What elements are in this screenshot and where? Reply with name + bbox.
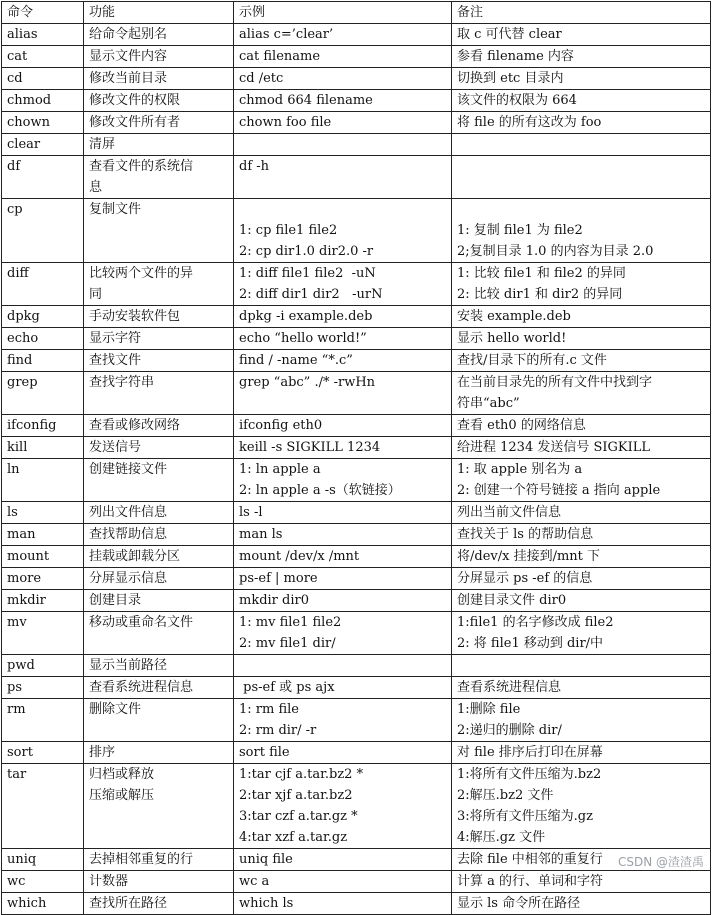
example-line: 1: diff file1 file2 -uN	[239, 266, 376, 281]
note-cell	[452, 568, 711, 590]
function-line: 清屏	[89, 137, 116, 152]
table-row	[2, 24, 711, 46]
function-line: 查找帮助信息	[89, 527, 168, 542]
note-cell	[452, 112, 711, 134]
command-cell: ls	[2, 502, 84, 524]
function-line: 查看或修改网络	[89, 418, 181, 433]
example-cell	[234, 546, 452, 568]
example-line: man ls	[239, 527, 283, 542]
function-cell	[84, 546, 234, 568]
function-line: 显示字符	[89, 331, 142, 346]
table-header-row	[2, 2, 711, 24]
note-line: 查找关于 ls 的帮助信息	[457, 527, 594, 542]
function-cell	[84, 568, 234, 590]
note-line: 显示 ls 命令所在路径	[457, 896, 581, 911]
note-line: 将 file 的所有这改为 foo	[457, 115, 602, 130]
function-line: 计数器	[89, 874, 129, 889]
note-cell	[452, 437, 711, 459]
table-row	[2, 112, 711, 134]
header-note: 备注	[452, 2, 711, 24]
command-cell: which	[2, 893, 84, 915]
note-cell	[452, 502, 711, 524]
example-line: 1: ln apple a	[239, 462, 321, 477]
example-cell	[234, 590, 452, 612]
table-row	[2, 415, 711, 437]
note-line: 查看 eth0 的网络信息	[457, 418, 586, 433]
function-cell	[84, 893, 234, 915]
example-cell	[234, 24, 452, 46]
function-line: 修改文件的权限	[89, 93, 181, 108]
example-line: chown foo file	[239, 115, 332, 130]
example-cell	[234, 893, 452, 915]
table-row	[2, 437, 711, 459]
table-row	[2, 306, 711, 328]
table-row	[2, 699, 711, 742]
table-row	[2, 199, 711, 263]
example-line: 1: cp file1 file2	[239, 223, 338, 238]
example-line: 2:tar xjf a.tar.bz2	[239, 788, 353, 803]
note-line: 2;复制目录 1.0 的内容为目录 2.0	[457, 244, 654, 259]
example-line: 2: mv file1 dir/	[239, 636, 336, 651]
table-row	[2, 764, 711, 849]
note-cell	[452, 372, 711, 415]
example-cell	[234, 90, 452, 112]
note-cell	[452, 156, 711, 199]
example-line: echo “hello world!”	[239, 331, 367, 346]
table-row	[2, 612, 711, 655]
example-cell	[234, 134, 452, 156]
command-cell: cat	[2, 46, 84, 68]
function-line: 分屏显示信息	[89, 571, 168, 586]
example-cell	[234, 46, 452, 68]
example-cell	[234, 524, 452, 546]
table-row	[2, 156, 711, 199]
note-line: 2:递归的删除 dir/	[457, 723, 562, 738]
function-line: 显示当前路径	[89, 658, 168, 673]
function-line: 列出文件信息	[89, 505, 168, 520]
example-cell	[234, 655, 452, 677]
example-cell	[234, 372, 452, 415]
example-cell	[234, 350, 452, 372]
function-cell	[84, 502, 234, 524]
example-line: keill -s SIGKILL 1234	[239, 440, 381, 455]
example-line	[239, 199, 446, 220]
command-cell: ifconfig	[2, 415, 84, 437]
note-line: 2:解压.bz2 文件	[457, 788, 554, 803]
table-row	[2, 655, 711, 677]
example-cell	[234, 199, 452, 263]
command-cell: pwd	[2, 655, 84, 677]
function-line: 归档或释放	[89, 767, 155, 782]
function-cell	[84, 112, 234, 134]
table-row	[2, 524, 711, 546]
function-cell	[84, 459, 234, 502]
table-row	[2, 372, 711, 415]
note-line: 将/dev/x 挂接到/mnt 下	[457, 549, 601, 564]
note-cell	[452, 68, 711, 90]
note-line: 取 c 可代替 clear	[457, 27, 562, 42]
table-row	[2, 459, 711, 502]
example-line: 1:tar cjf a.tar.bz2 *	[239, 767, 364, 782]
function-line: 查看系统进程信息	[89, 680, 194, 695]
note-line: 去除 file 中相邻的重复行	[457, 852, 603, 867]
example-cell	[234, 156, 452, 199]
function-cell	[84, 263, 234, 306]
note-cell	[452, 459, 711, 502]
command-cell: ps	[2, 677, 84, 699]
note-line: 符串“abc”	[457, 396, 520, 411]
example-cell	[234, 437, 452, 459]
note-line: 切换到 etc 目录内	[457, 71, 564, 86]
function-cell	[84, 328, 234, 350]
function-line: 去掉相邻重复的行	[89, 852, 194, 867]
note-cell	[452, 90, 711, 112]
example-cell	[234, 112, 452, 134]
function-cell	[84, 849, 234, 871]
function-cell	[84, 24, 234, 46]
note-line: 3:将所有文件压缩为.gz	[457, 809, 593, 824]
example-cell	[234, 459, 452, 502]
function-line: 息	[89, 180, 103, 195]
header-function: 功能	[84, 2, 234, 24]
note-cell	[452, 612, 711, 655]
function-cell	[84, 655, 234, 677]
example-line: alias c=’clear’	[239, 27, 334, 42]
note-line: 显示 hello world!	[457, 331, 567, 346]
note-cell	[452, 546, 711, 568]
command-cell: mkdir	[2, 590, 84, 612]
function-line: 修改当前目录	[89, 71, 168, 86]
command-cell: man	[2, 524, 84, 546]
table-row	[2, 46, 711, 68]
function-cell	[84, 46, 234, 68]
command-cell: more	[2, 568, 84, 590]
header-example: 示例	[234, 2, 452, 24]
note-line	[457, 655, 705, 676]
command-cell: cp	[2, 199, 84, 263]
note-line: 查看系统进程信息	[457, 680, 562, 695]
function-line: 排序	[89, 745, 116, 760]
note-line: 2: 将 file1 移动到 dir/中	[457, 636, 604, 651]
example-cell	[234, 677, 452, 699]
example-line: ps-ef 或 ps ajx	[239, 680, 335, 695]
function-cell	[84, 90, 234, 112]
function-cell	[84, 415, 234, 437]
example-line: dpkg -i example.deb	[239, 309, 373, 324]
note-line: 1:删除 file	[457, 702, 521, 717]
note-line: 1: 复制 file1 为 file2	[457, 223, 583, 238]
example-line: which ls	[239, 896, 294, 911]
example-line: mkdir dir0	[239, 593, 309, 608]
example-line: ls -l	[239, 505, 263, 520]
note-line: 1: 比较 file1 和 file2 的异同	[457, 266, 626, 281]
note-cell	[452, 893, 711, 915]
table-row	[2, 677, 711, 699]
example-cell	[234, 764, 452, 849]
note-line: 在当前目录先的所有文件中找到字	[457, 375, 653, 390]
function-line: 删除文件	[89, 702, 142, 717]
command-cell: ln	[2, 459, 84, 502]
command-cell: diff	[2, 263, 84, 306]
table-row	[2, 849, 711, 871]
function-line: 查看文件的系统信	[89, 159, 194, 174]
note-cell	[452, 306, 711, 328]
example-line: 2: ln apple a -s（软链接）	[239, 483, 401, 498]
table-row	[2, 568, 711, 590]
command-cell: cd	[2, 68, 84, 90]
example-line: 3:tar czf a.tar.gz *	[239, 809, 358, 824]
example-cell	[234, 502, 452, 524]
note-line: 创建目录文件 dir0	[457, 593, 567, 608]
function-line: 手动安装软件包	[89, 309, 181, 324]
note-line: 1: 取 apple 别名为 a	[457, 462, 583, 477]
note-line: 2: 比较 dir1 和 dir2 的异同	[457, 287, 623, 302]
example-line	[239, 134, 446, 155]
note-line	[457, 134, 705, 155]
function-cell	[84, 612, 234, 655]
example-line: cat filename	[239, 49, 321, 64]
example-cell	[234, 849, 452, 871]
function-cell	[84, 350, 234, 372]
table-row	[2, 68, 711, 90]
function-line: 查找字符串	[89, 375, 155, 390]
command-cell: wc	[2, 871, 84, 893]
command-cell: alias	[2, 24, 84, 46]
function-cell	[84, 764, 234, 849]
command-cell: clear	[2, 134, 84, 156]
table-row	[2, 90, 711, 112]
function-cell	[84, 306, 234, 328]
example-line: wc a	[239, 874, 270, 889]
example-cell	[234, 328, 452, 350]
note-line: 参看 filename 内容	[457, 49, 574, 64]
watermark: CSDN @渣渣禹	[617, 855, 704, 869]
table-row	[2, 328, 711, 350]
table-row	[2, 502, 711, 524]
function-line: 创建链接文件	[89, 462, 168, 477]
note-line: 对 file 排序后打印在屏幕	[457, 745, 603, 760]
note-line	[457, 199, 705, 220]
command-cell: find	[2, 350, 84, 372]
note-line: 安装 example.deb	[457, 309, 571, 324]
command-cell: df	[2, 156, 84, 199]
function-line: 发送信号	[89, 440, 142, 455]
command-cell: rm	[2, 699, 84, 742]
function-line: 复制文件	[89, 202, 142, 217]
command-cell: grep	[2, 372, 84, 415]
table-row	[2, 590, 711, 612]
example-line: chmod 664 filename	[239, 93, 373, 108]
function-line: 比较两个文件的异	[89, 266, 194, 281]
function-line: 显示文件内容	[89, 49, 168, 64]
command-cell: uniq	[2, 849, 84, 871]
note-line: 1:file1 的名字修改成 file2	[457, 615, 614, 630]
function-line: 查找所在路径	[89, 896, 168, 911]
note-line: 查找/目录下的所有.c 文件	[457, 353, 607, 368]
note-cell	[452, 677, 711, 699]
example-line: 2: diff dir1 dir2 -urN	[239, 287, 383, 302]
note-cell	[452, 590, 711, 612]
function-line: 查找文件	[89, 353, 142, 368]
function-line: 给命令起别名	[89, 27, 168, 42]
function-cell	[84, 742, 234, 764]
example-line: ifconfig eth0	[239, 418, 323, 433]
function-cell	[84, 372, 234, 415]
note-cell	[452, 46, 711, 68]
example-line: 4:tar xzf a.tar.gz	[239, 830, 348, 845]
function-cell	[84, 677, 234, 699]
note-line	[457, 156, 705, 177]
example-cell	[234, 612, 452, 655]
note-line: 列出当前文件信息	[457, 505, 562, 520]
example-cell	[234, 68, 452, 90]
note-cell	[452, 24, 711, 46]
command-cell: mount	[2, 546, 84, 568]
example-line: grep “abc” ./* -rwHn	[239, 375, 376, 390]
function-line: 压缩或解压	[89, 788, 155, 803]
command-cell: chown	[2, 112, 84, 134]
note-cell	[452, 764, 711, 849]
function-line: 修改文件所有者	[89, 115, 181, 130]
function-cell	[84, 134, 234, 156]
function-line: 同	[89, 287, 103, 302]
command-cell: kill	[2, 437, 84, 459]
command-cell: dpkg	[2, 306, 84, 328]
note-line: 该文件的权限为 664	[457, 93, 577, 108]
example-line: mount /dev/x /mnt	[239, 549, 360, 564]
example-line: cd /etc	[239, 71, 284, 86]
function-line: 挂载或卸载分区	[89, 549, 181, 564]
note-line: 4:解压.gz 文件	[457, 830, 546, 845]
note-cell	[452, 742, 711, 764]
note-line: 分屏显示 ps -ef 的信息	[457, 571, 593, 586]
header-command: 命令	[2, 2, 84, 24]
command-cell: sort	[2, 742, 84, 764]
note-cell	[452, 134, 711, 156]
command-cell: echo	[2, 328, 84, 350]
function-cell	[84, 437, 234, 459]
command-cell: chmod	[2, 90, 84, 112]
note-line: 1:将所有文件压缩为.bz2	[457, 767, 602, 782]
command-table	[1, 1, 711, 915]
note-line: 计算 a 的行、单词和字符	[457, 874, 604, 889]
example-line: 2: cp dir1.0 dir2.0 -r	[239, 244, 374, 259]
table-row	[2, 742, 711, 764]
example-line	[239, 655, 446, 676]
table-row	[2, 263, 711, 306]
function-cell	[84, 199, 234, 263]
note-cell	[452, 524, 711, 546]
example-line: 1: mv file1 file2	[239, 615, 342, 630]
note-line: 给进程 1234 发送信号 SIGKILL	[457, 440, 651, 455]
function-cell	[84, 68, 234, 90]
function-cell	[84, 524, 234, 546]
command-cell: tar	[2, 764, 84, 849]
command-cell: mv	[2, 612, 84, 655]
note-cell	[452, 350, 711, 372]
example-cell	[234, 415, 452, 437]
table-row	[2, 350, 711, 372]
example-line: uniq file	[239, 852, 293, 867]
example-line: ps-ef | more	[239, 571, 318, 586]
note-cell	[452, 415, 711, 437]
note-cell	[452, 263, 711, 306]
example-cell	[234, 306, 452, 328]
example-line: df -h	[239, 159, 270, 174]
table-row	[2, 546, 711, 568]
example-line: 2: rm dir/ -r	[239, 723, 317, 738]
example-line: sort file	[239, 745, 290, 760]
function-line: 移动或重命名文件	[89, 615, 194, 630]
note-cell	[452, 655, 711, 677]
function-cell	[84, 699, 234, 742]
table-row	[2, 893, 711, 915]
example-line: find / -name “*.c”	[239, 353, 353, 368]
example-cell	[234, 742, 452, 764]
note-cell	[452, 199, 711, 263]
example-cell	[234, 263, 452, 306]
function-line: 创建目录	[89, 593, 142, 608]
table-body	[2, 24, 711, 915]
function-cell	[84, 590, 234, 612]
note-cell	[452, 699, 711, 742]
example-cell	[234, 699, 452, 742]
example-cell	[234, 568, 452, 590]
note-cell	[452, 328, 711, 350]
function-cell	[84, 156, 234, 199]
note-line: 2: 创建一个符号链接 a 指向 apple	[457, 483, 661, 498]
example-line: 1: rm file	[239, 702, 299, 717]
table-row	[2, 134, 711, 156]
